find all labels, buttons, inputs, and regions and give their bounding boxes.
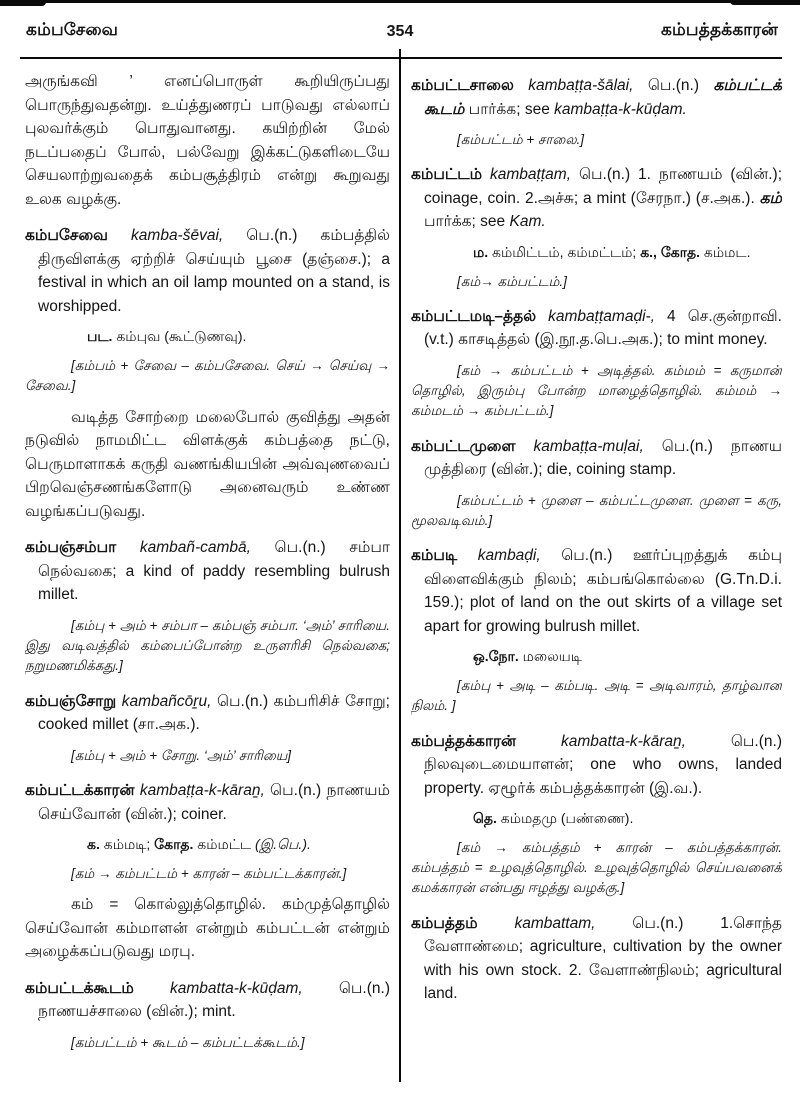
scan-corner-mark-right bbox=[730, 0, 800, 5]
entry-transliteration: kambaṭṭa-šālai, bbox=[513, 77, 634, 94]
entry-note-paragraph: கம் = கொல்லுத்தொழில். கம்முத்தொழில் செய்வோன் கம்மாளன் என்றும் கம்பட்டன் என்றும் அழைக்கப்படுவது மரபு. bbox=[25, 895, 390, 961]
entry-definition: 4 செ.குன்றாவி. (v.t.) காசடித்தல் (இ.நூ.த.பெ.அக.); to mint money. bbox=[424, 307, 782, 349]
entry-definition: பெ.(n.) கம்பரிசிச் சோறு; cooked millet (சா.அக.). bbox=[38, 692, 390, 734]
entry-head-line bbox=[411, 74, 782, 121]
entry-etymology: [கம்பட்டம் + சாலை.] bbox=[457, 132, 585, 148]
entry-definition: பெ.(n.) நாணய முத்திரை (வின்.); die, coining stamp. bbox=[424, 437, 782, 479]
entry-definition: பெ.(n.) நாணயம் செய்வோன் (வின்.); coiner. bbox=[38, 782, 390, 823]
page-number: 354 bbox=[386, 23, 414, 40]
left-column bbox=[25, 70, 390, 1086]
entry-transliteration: kambaṭṭa-k-kāraṉ, bbox=[134, 782, 265, 800]
entry-transliteration: kambattam, bbox=[477, 914, 596, 932]
scan-corner-mark-left bbox=[0, 0, 46, 6]
entry-transliteration: kambaṭṭam, bbox=[482, 166, 571, 184]
entry-headword: கம்பட்டக்காரன் bbox=[25, 782, 135, 800]
entry-head-line bbox=[411, 435, 782, 482]
entry-definition: பெ.(n.) கம்பட்டக் கூடம் பார்க்க; see kambaṭṭa-k-kūḍam. bbox=[424, 77, 782, 118]
entry-definition: பெ.(n.) 1. நாணயம் (வின்.); coinage, coin. 2.அச்சு; a mint (சேரநா.) (ச.அக.). கம் பார்க்க; see Kam. bbox=[424, 166, 782, 231]
entry-definition: பெ.(n.) சம்பா நெல்வகை; a kind of paddy resembling bulrush millet. bbox=[38, 539, 390, 604]
running-head-right: கம்பத்தக்காரன் bbox=[660, 20, 778, 39]
dictionary-entry-kambattakkaran-landowner bbox=[411, 730, 782, 899]
dictionary-entry-kambasevai bbox=[25, 224, 390, 523]
entry-headword: கம்பத்தக்காரன் bbox=[411, 732, 517, 750]
entry-definition: பெ.(n.) நிலவுடைமையாளன்; one who owns, landed property. ஏழூர்க் கம்பத்தக்காரன் (இ.வ.). bbox=[424, 732, 782, 797]
entry-transliteration: kambaṭṭa-muḷai, bbox=[515, 437, 644, 455]
entry-etymology: [கம்பு + அம் + சம்பா – கம்பஞ் சம்பா. ‘அம்’ சாரியை. இது வடிவத்தில் கம்பைப்போன்ற உருளரிசி நெல்வகை; நறுமணமிக்கது.] bbox=[25, 617, 390, 674]
entry-transliteration: kambatta-k-kāraṉ, bbox=[516, 732, 686, 750]
entry-head-line bbox=[411, 305, 782, 352]
column-divider bbox=[399, 49, 401, 1082]
dictionary-entry-kambattakkaran bbox=[25, 779, 390, 964]
dictionary-entry-kambattamulai bbox=[411, 435, 782, 532]
entry-etymology: [கம்பம் + சேவை – கம்பசேவை. செய் → செய்வு → சேவை.] bbox=[25, 358, 390, 394]
entry-definition: பெ.(n.) 1.சொந்த வேளாண்மை; agriculture, cultivation by the owner with his own stock. 2. வேளாண்நிலம்; agricultural land. bbox=[424, 914, 782, 1003]
dictionary-entry-kambattasalai bbox=[411, 74, 782, 150]
entry-headword: கம்பஞ்சம்பா bbox=[25, 539, 117, 557]
header-rule bbox=[20, 57, 782, 59]
entry-headword: கம்பத்தம் bbox=[411, 914, 478, 932]
entry-headword: கம்பசேவை bbox=[25, 227, 109, 245]
entry-cognate-note: தெ. கம்மதமு (பண்ணை). bbox=[473, 810, 634, 827]
entry-head-line bbox=[411, 912, 782, 1006]
entry-headword: கம்பட்டம் bbox=[411, 166, 483, 184]
entry-head-line bbox=[25, 690, 390, 737]
dictionary-entry-kambancamba bbox=[25, 536, 390, 676]
entry-headword: கம்பட்டமுளை bbox=[411, 437, 516, 455]
entry-transliteration: kambaṭṭamaḍi-, bbox=[536, 307, 655, 325]
scan-edge-top bbox=[0, 0, 800, 3]
entry-etymology: [கம் → கம்பத்தம் + காரன் – கம்பத்தக்காரன். கம்பத்தம் = உழவுத்தொழில். உழவுத்தொழில் செய்பவனைக் கமக்காரன் என்பது ஈழத்து வழக்கு.] bbox=[411, 839, 782, 896]
entry-definition: பெ.(n.) ஊர்ப்புறத்துக் கம்பு விளைவிக்கும் நிலம்; கம்பங்கொல்லை (G.Tn.D.i. 159.); plot of land on the out skirts of a village set apart for growing bulrush millet. bbox=[424, 547, 782, 635]
entry-headword: கம்படி bbox=[411, 547, 458, 565]
entry-head-line bbox=[25, 779, 390, 826]
entry-etymology: [கம்→ கம்பட்டம்.] bbox=[457, 273, 567, 289]
entry-etymology: [கம்பட்டம் + கூடம் – கம்பட்டக்கூடம்.] bbox=[71, 1034, 305, 1050]
entry-etymology: [கம் → கம்பட்டம் + அடித்தல். கம்மம் = கருமான் தொழில், இரும்பு போன்ற மாழைத்தொழில். கம்மம் → கம்மடம் → கம்பட்டம்.] bbox=[411, 362, 782, 419]
dictionary-entry-kambadi bbox=[411, 544, 782, 716]
entry-etymology: [கம்பு + அம் + சோறு. ‘அம்’ சாரியை] bbox=[71, 747, 292, 763]
entry-definition: பெ.(n.) கம்பத்தில் திருவிளக்கு ஏற்றிச் செய்யும் பூசை (தஞ்சை.); a festival in which an oil lamp mounted on a stand, is worshipped. bbox=[38, 227, 390, 315]
entry-head-line bbox=[25, 977, 390, 1024]
entry-headword: கம்பட்டக்கூடம் bbox=[25, 979, 134, 997]
entry-etymology: [கம் → கம்பட்டம் + காரன் – கம்பட்டக்காரன்.] bbox=[71, 865, 347, 881]
entry-head-line bbox=[411, 544, 782, 638]
entry-transliteration: kambaḍi, bbox=[457, 547, 541, 565]
entry-headword: கம்பஞ்சோறு bbox=[25, 692, 117, 710]
entry-headword: கம்பட்டமடி–த்தல் bbox=[411, 307, 537, 325]
entry-head-line bbox=[411, 730, 782, 801]
entry-note-paragraph: வடித்த சோற்றை மலைபோல் குவித்து அதன் நடுவில் நாமமிட்ட விளக்குக் கம்பத்தை நட்டு, பெருமாளாகக் கருதி வணங்கியபின் அவ்வுணவைப் பிறவெஞ்சணங்களோடு அனைவரும் உண்ண வழங்கப்படுவது. bbox=[25, 408, 390, 520]
dictionary-entry-kambattakkudam bbox=[25, 977, 390, 1053]
entry-cognate-note: ம. கம்மிட்டம், கம்மட்டம்; க., கோத. கம்மட. bbox=[473, 243, 751, 260]
dictionary-entry-kambattam-coin bbox=[411, 163, 782, 291]
entry-transliteration: kambañ-cambā, bbox=[116, 539, 251, 557]
entry-cognate-note: க. கம்மடி; கோத. கம்மட்ட (இ.பெ.). bbox=[87, 836, 311, 853]
continuation-paragraph: அருங்கவி ’ எனப்பொருள் கூறியிருப்பது பொருந்துவதன்று. உய்த்துணரப் பாடுவது எல்லாப் புலவர்க்கும் பொதுவானது. கயிற்றின் மேல் நடப்பதைப் போல், பல்வேறு இக்கட்டுகளிடையே செயலாற்றுவதைக் கம்பசூத்திரம் என்று கூறுவது உலக வழக்கு. bbox=[25, 73, 390, 208]
entry-transliteration: kambatta-k-kūḍam, bbox=[133, 979, 303, 997]
entry-head-line bbox=[25, 536, 390, 607]
running-head-left: கம்பசேவை bbox=[26, 20, 119, 39]
entry-transliteration: kambañcōṟu, bbox=[116, 692, 212, 710]
entry-head-line bbox=[411, 163, 782, 234]
dictionary-entry-kambancoru bbox=[25, 690, 390, 766]
dictionary-entry-kambattamadi bbox=[411, 305, 782, 422]
entry-transliteration: kamba-šēvai, bbox=[108, 227, 224, 245]
entry-cognate-note: பட. கம்புவ (கூட்டுணவு). bbox=[87, 328, 247, 345]
entry-etymology: [கம்பு + அடி – கம்படி. அடி = அடிவாரம், தாழ்வான நிலம். ] bbox=[411, 678, 782, 714]
entry-etymology: [கம்பட்டம் + முளை – கம்பட்டமுளை. முளை = கரு, மூலவடிவம்.] bbox=[411, 492, 782, 529]
entry-head-line bbox=[25, 224, 390, 318]
entry-definition: பெ.(n.) நாணயச்சாலை (வின்.); mint. bbox=[38, 979, 390, 1021]
entry-cognate-note: ஒ.நோ. மலையடி bbox=[473, 648, 582, 665]
entry-headword: கம்பட்டசாலை bbox=[411, 77, 514, 94]
right-column bbox=[411, 70, 782, 1086]
dictionary-entry-kambattam-agriculture bbox=[411, 912, 782, 1006]
